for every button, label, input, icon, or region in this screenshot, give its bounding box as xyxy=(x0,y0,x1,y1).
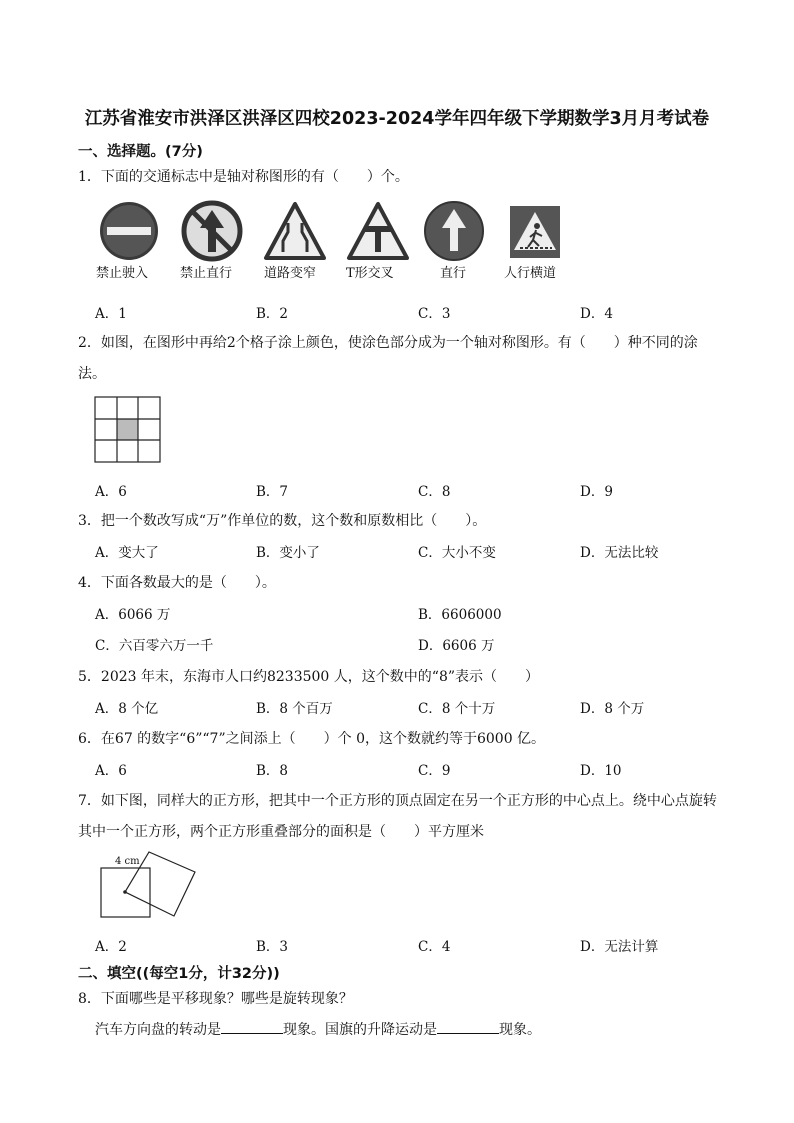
fill-text: 现象。国旗的升降运动是 xyxy=(283,1022,437,1038)
question-6-stem: 6．在67 的数字“6”“7”之间添上（ ）个 0，这个数就约等于6000 亿。 xyxy=(78,731,546,747)
question-2-stem-cont: 法。 xyxy=(78,366,106,382)
rotated-squares-figure xyxy=(96,850,200,926)
question-2-stem: 2．如图，在图形中再给2个格子涂上颜色，使涂色部分成为一个轴对称图形。有（ ）种不同的涂 xyxy=(78,335,698,351)
option[interactable]: B．7 xyxy=(256,484,289,500)
crosswalk-sign-icon xyxy=(510,206,560,258)
shaded-cell xyxy=(117,419,138,440)
fill-text: 现象。 xyxy=(499,1022,541,1038)
option[interactable]: A．6 xyxy=(95,484,127,500)
option[interactable]: D．9 xyxy=(580,484,613,500)
option[interactable]: D．无法比较 xyxy=(580,545,659,561)
option[interactable]: A．2 xyxy=(95,939,127,955)
question-8-line xyxy=(95,1019,541,1039)
option[interactable]: B．2 xyxy=(256,306,289,322)
question-1-stem: 1．下面的交通标志中是轴对称图形的有（ ）个。 xyxy=(78,169,409,185)
option[interactable]: A．1 xyxy=(95,306,127,322)
option[interactable]: B．3 xyxy=(256,939,289,955)
option[interactable]: A．6 xyxy=(95,763,127,779)
question-5-stem: 5．2023 年末，东海市人口约8233500 人，这个数中的“8”表示（ ） xyxy=(78,669,540,685)
figure-label: 4 cm xyxy=(115,856,140,867)
question-4-stem: 4．下面各数最大的是（ ）。 xyxy=(78,575,276,591)
option[interactable]: B．8 个百万 xyxy=(256,701,333,717)
option[interactable]: B．6606000 xyxy=(418,607,502,623)
option[interactable]: D．6606 万 xyxy=(418,638,495,654)
sign-label: 直行 xyxy=(440,266,467,281)
option[interactable]: D．8 个万 xyxy=(580,701,645,717)
option[interactable]: D．4 xyxy=(580,306,613,322)
option[interactable]: C．8 个十万 xyxy=(418,701,496,717)
option[interactable]: A．6066 万 xyxy=(95,607,171,623)
no-entry-sign-icon xyxy=(100,202,158,260)
sign-label: 道路变窄 xyxy=(264,266,317,281)
question-7-stem: 7．如下图，同样大的正方形，把其中一个正方形的顶点固定在另一个正方形的中心点上。绕中心点旋转 xyxy=(78,793,717,809)
sign-label: 人行横道 xyxy=(504,266,557,281)
option[interactable]: C．大小不变 xyxy=(418,545,496,561)
section-2-heading: 二、填空((每空1分，计32分)) xyxy=(78,966,280,982)
answer-blank[interactable] xyxy=(437,1019,499,1034)
question-3-stem: 3．把一个数改写成“万”作单位的数，这个数和原数相比（ ）。 xyxy=(78,513,487,529)
answer-blank[interactable] xyxy=(221,1019,283,1034)
option[interactable]: C．六百零六万一千 xyxy=(95,638,214,654)
t-junction-sign-icon xyxy=(349,204,407,258)
grid-figure xyxy=(94,396,162,468)
page-title: 江苏省淮安市洪泽区洪泽区四校2023-2024学年四年级下学期数学3月月考试卷 xyxy=(84,109,710,129)
option[interactable]: A．8 个亿 xyxy=(95,701,159,717)
no-straight-sign-icon xyxy=(184,203,240,259)
traffic-signs-figure xyxy=(90,198,580,288)
option[interactable]: C．3 xyxy=(418,306,451,322)
question-7-stem-cont: 其中一个正方形，两个正方形重叠部分的面积是（ ）平方厘米 xyxy=(78,824,484,840)
sign-label: T形交叉 xyxy=(346,266,394,281)
sign-label: 禁止驶入 xyxy=(96,266,149,281)
rotated-squares-svg xyxy=(96,850,200,922)
option[interactable]: C．9 xyxy=(418,763,451,779)
question-8-stem: 8．下面哪些是平移现象？哪些是旋转现象？ xyxy=(78,991,353,1007)
sign-label: 禁止直行 xyxy=(180,266,233,281)
option[interactable]: B．变小了 xyxy=(256,545,320,561)
option[interactable]: C．4 xyxy=(418,939,451,955)
option[interactable]: A．变大了 xyxy=(95,545,159,561)
option[interactable]: C．8 xyxy=(418,484,451,500)
go-straight-sign-icon xyxy=(425,202,483,260)
section-1-heading: 一、选择题。(7分) xyxy=(78,144,203,160)
option[interactable]: D．10 xyxy=(580,763,622,779)
option[interactable]: D．无法计算 xyxy=(580,939,659,955)
fill-text: 汽车方向盘的转动是 xyxy=(95,1022,221,1038)
grid-svg xyxy=(94,396,162,464)
road-narrows-sign-icon xyxy=(266,204,324,258)
option[interactable]: B．8 xyxy=(256,763,289,779)
